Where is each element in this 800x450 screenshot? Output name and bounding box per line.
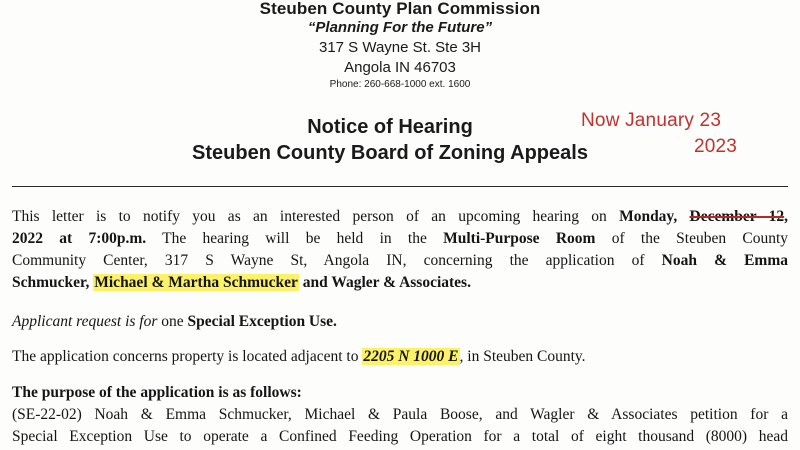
address-line-2: Angola IN 46703	[344, 59, 456, 76]
purpose-line-2: Special Exception Use to operate a Confined Feeding Operation for a total of eight thousand (8000) head	[12, 428, 788, 445]
notice-line-2	[12, 228, 788, 250]
highlighted-property-address: 2205 N 1000 E	[363, 348, 459, 365]
notice-text: The hearing will be held in the	[146, 230, 444, 247]
request-type: Special Exception Use.	[187, 313, 337, 330]
purpose-line-1: (SE-22-02) Noah & Emma Schmucker, Michael & Paula Boose, and Wagler & Associates petition for a	[12, 406, 788, 423]
organization-name: Steuben County Plan Commission	[259, 0, 541, 18]
hearing-year-time: 2022 at 7:00p.m.	[12, 230, 147, 247]
applicant-name: and Wagler & Associates.	[298, 274, 471, 291]
struck-original-date: December 12	[689, 208, 785, 225]
horizontal-divider	[12, 186, 788, 187]
notice-line-4	[12, 272, 788, 294]
highlighted-applicant-name: Michael & Martha Schmucker	[94, 274, 298, 291]
hearing-day: Monday,	[619, 208, 690, 225]
notice-text: of the Steuben County	[595, 230, 788, 247]
address-line-1: 317 S Wayne St. Ste 3H	[318, 39, 482, 56]
phone-number: Phone: 260-668-1000 ext. 1600	[329, 79, 471, 90]
request-label: Applicant request is for	[12, 313, 158, 330]
notice-line-3	[12, 250, 788, 272]
notice-text: Community Center, 317 S Wayne St, Angola IN, concerning the application of	[12, 252, 662, 269]
applicant-name: Schmucker,	[12, 274, 90, 291]
location-suffix: , in Steuben County.	[459, 348, 586, 365]
comma: ,	[784, 208, 789, 225]
handwritten-date-note-line1: Now January 23	[581, 110, 722, 131]
location-paragraph	[12, 346, 788, 368]
location-text: The application concerns property is located adjacent to	[12, 348, 363, 365]
purpose-heading: The purpose of the application is as follows:	[12, 384, 302, 401]
handwritten-date-note-line2: 2023	[694, 136, 738, 157]
applicant-name: Noah & Emma	[661, 252, 789, 269]
purpose-section	[12, 382, 788, 448]
hearing-room: Multi-Purpose Room	[443, 230, 596, 247]
notice-line-1	[12, 206, 788, 228]
request-text: one	[157, 313, 188, 330]
request-paragraph	[12, 311, 788, 333]
notice-paragraph	[12, 206, 788, 294]
board-title: Steuben County Board of Zoning Appeals	[192, 142, 588, 164]
notice-title: Notice of Hearing	[307, 116, 473, 138]
organization-motto: “Planning For the Future”	[307, 19, 493, 36]
notice-intro-text: This letter is to notify you as an interested person of an upcoming hearing on	[12, 208, 620, 225]
